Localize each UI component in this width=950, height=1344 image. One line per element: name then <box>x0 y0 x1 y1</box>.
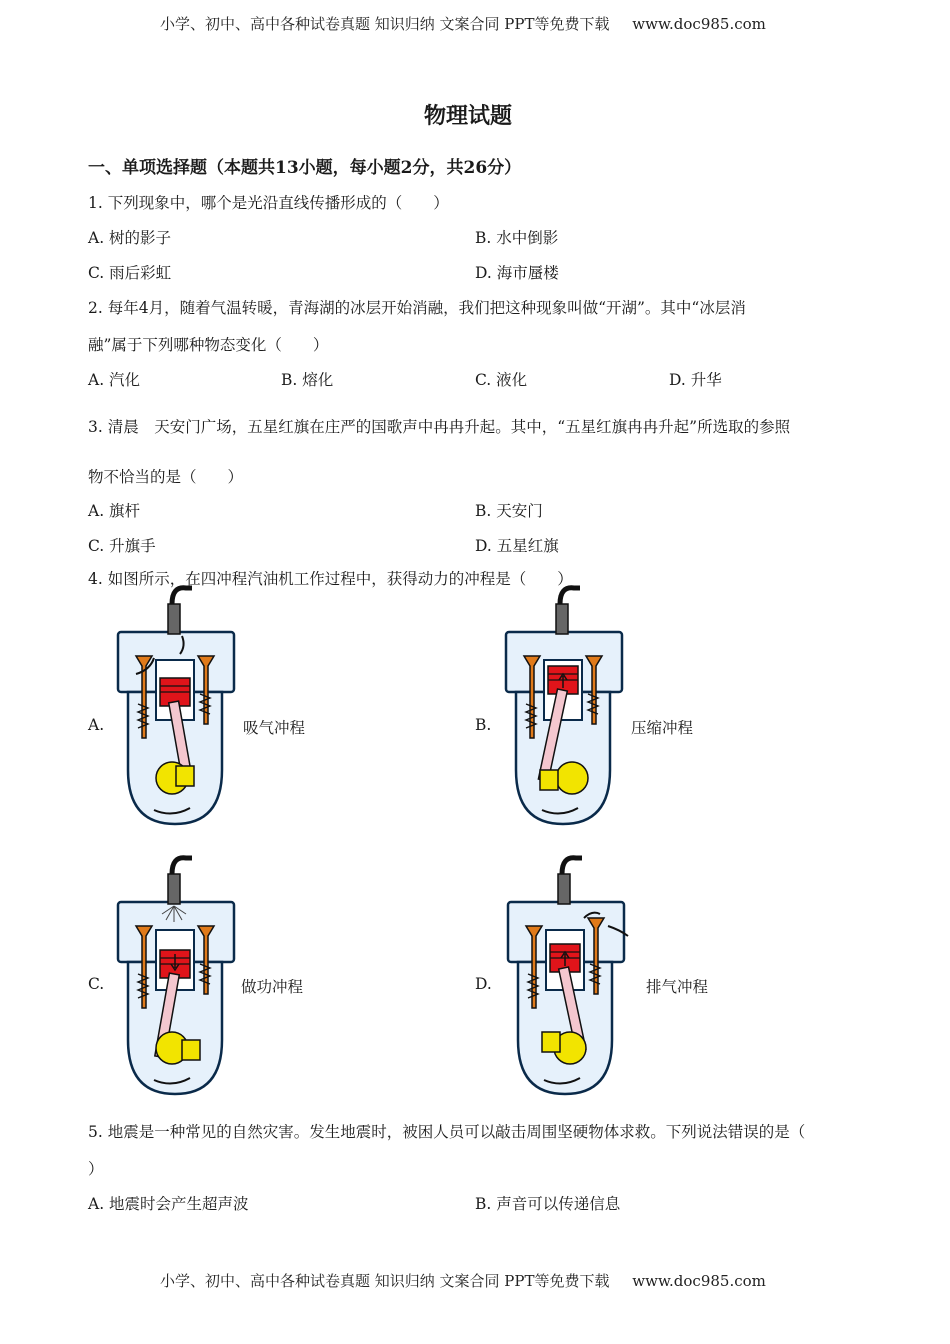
page-header <box>160 13 766 34</box>
question-1-stem: 1. 下列现象中，哪个是光沿直线传播形成的（ ） <box>88 194 449 212</box>
question-3-stem-line2: 物不恰当的是（ ） <box>88 468 244 486</box>
footer-url[interactable]: www.doc985.com <box>632 1272 766 1290</box>
question-3-option-a: A. 旗杆 <box>88 502 141 520</box>
question-4-option-c-letter: C. <box>88 975 105 993</box>
question-4-option-b-letter: B. <box>475 716 492 734</box>
question-4-option-d-label: 排气冲程 <box>646 978 709 996</box>
question-5-option-a: A. 地震时会产生超声波 <box>88 1195 249 1213</box>
question-5-stem-line1: 5. 地震是一种常见的自然灾害。发生地震时，被困人员可以敲击周围坚硬物体求救。下列说法错误的是（ <box>88 1123 806 1141</box>
header-url[interactable]: www.doc985.com <box>632 15 766 33</box>
question-5-stem-line2: ） <box>88 1160 104 1178</box>
page-title: 物理试题 <box>424 103 513 129</box>
question-1-option-a: A. 树的影子 <box>88 229 172 247</box>
engine-intake-stroke-diagram <box>110 574 240 830</box>
question-1-option-c: C. 雨后彩虹 <box>88 264 172 282</box>
page-footer <box>160 1270 766 1291</box>
question-2-option-a: A. 汽化 <box>88 371 141 389</box>
section-heading: 一、单项选择题（本题共13小题，每小题2分，共26分） <box>88 158 522 178</box>
question-1-option-d: D. 海市蜃楼 <box>475 264 559 282</box>
footer-text: 小学、初中、高中各种试卷真题 知识归纳 文案合同 PPT等免费下载 <box>160 1272 610 1290</box>
question-3-option-c: C. 升旗手 <box>88 537 156 555</box>
engine-exhaust-stroke-diagram <box>500 844 640 1100</box>
question-2-stem-line2: 融”属于下列哪种物态变化（ ） <box>88 336 329 354</box>
question-2-stem-line1: 2. 每年4月，随着气温转暖，青海湖的冰层开始消融，我们把这种现象叫做“开湖”。其中“冰层消 <box>88 299 746 317</box>
engine-power-stroke-diagram <box>110 844 240 1100</box>
question-5-option-b: B. 声音可以传递信息 <box>475 1195 621 1213</box>
question-3-stem-line1: 3. 清晨 天安门广场，五星红旗在庄严的国歌声中冉冉升起。其中，“五星红旗冉冉升起”所选取的参照 <box>88 418 791 436</box>
engine-compression-stroke-diagram <box>498 574 628 830</box>
question-3-option-d: D. 五星红旗 <box>475 537 559 555</box>
question-4-option-a-letter: A. <box>88 716 105 734</box>
question-4-option-d-letter: D. <box>475 975 492 993</box>
header-text: 小学、初中、高中各种试卷真题 知识归纳 文案合同 PPT等免费下载 <box>160 15 610 33</box>
question-4-option-b-label: 压缩冲程 <box>631 719 694 737</box>
question-4-stem: 4. 如图所示，在四冲程汽油机工作过程中，获得动力的冲程是（ ） <box>88 570 573 588</box>
question-4-option-a-label: 吸气冲程 <box>243 719 306 737</box>
spark-plug <box>168 604 180 634</box>
question-2-option-c: C. 液化 <box>475 371 528 389</box>
question-4-option-c-label: 做功冲程 <box>241 978 304 996</box>
question-2-option-d: D. 升华 <box>669 371 722 389</box>
question-1-option-b: B. 水中倒影 <box>475 229 559 247</box>
question-3-option-b: B. 天安门 <box>475 502 543 520</box>
question-2-option-b: B. 熔化 <box>281 371 334 389</box>
